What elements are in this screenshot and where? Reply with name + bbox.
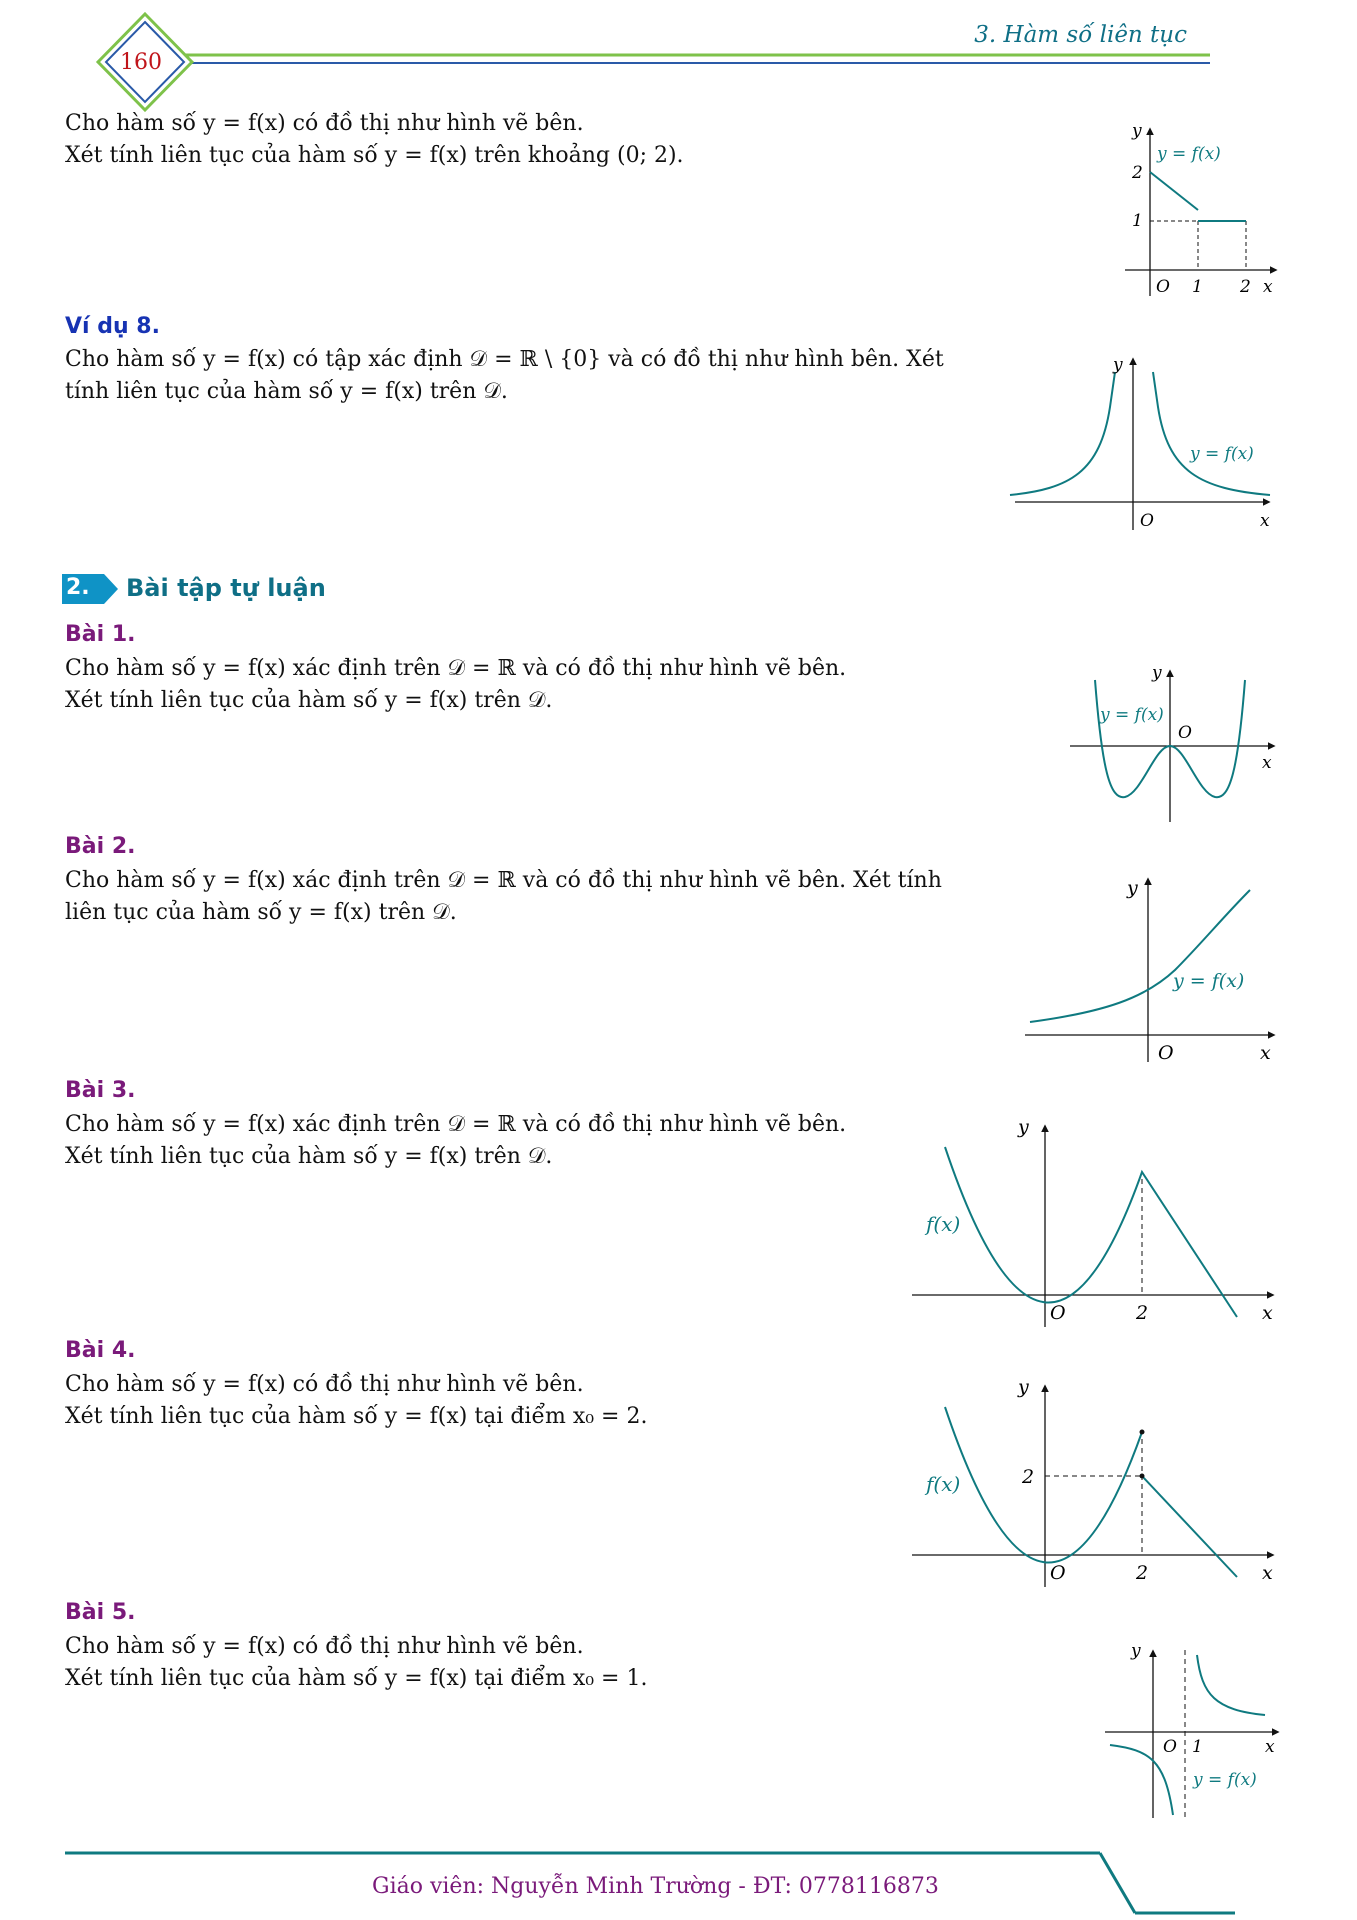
exercise-2-graph-svg	[1025, 870, 1280, 1065]
curve-label: y = f(x)	[1100, 705, 1164, 725]
intro-graph	[1110, 118, 1290, 307]
exercise-3-line-1: Cho hàm số y = f(x) xác định trên 𝒟 = ℝ và có đồ thị như hình vẽ bên.	[65, 1112, 847, 1137]
exercise-5-heading: Bài 5.	[65, 1600, 136, 1625]
exercise-4-heading: Bài 4.	[65, 1338, 136, 1363]
exercise-3-graph-svg	[910, 1115, 1280, 1330]
y-axis-label: y	[1132, 121, 1142, 141]
section-number: 2.	[66, 575, 90, 600]
y-axis-label: y	[1152, 663, 1162, 683]
exercise-2-graph	[1025, 870, 1280, 1069]
x-axis-label: x	[1263, 277, 1273, 297]
exercise-3-line-2: Xét tính liên tục của hàm số y = f(x) trên 𝒟.	[65, 1144, 553, 1169]
x-axis-label: x	[1262, 753, 1272, 773]
exercise-2-line-2: liên tục của hàm số y = f(x) trên 𝒟.	[65, 900, 457, 925]
tick-y-2: 2	[1022, 1466, 1035, 1488]
intro-line-1: Cho hàm số y = f(x) có đồ thị như hình vẽ bên.	[65, 111, 584, 136]
x-axis-label: x	[1262, 1562, 1273, 1584]
x-axis-label: x	[1262, 1302, 1273, 1324]
footer-teacher-info: Giáo viên: Nguyễn Minh Trường - ĐT: 0778116873	[372, 1874, 939, 1899]
exercise-4-line-2: Xét tính liên tục của hàm số y = f(x) tại điểm x₀ = 2.	[65, 1404, 648, 1429]
graph-left-branch	[1010, 372, 1115, 495]
curve-label: y = f(x)	[1173, 970, 1245, 992]
tick-x-1: 1	[1192, 277, 1203, 297]
example-8-line-1: Cho hàm số y = f(x) có tập xác định 𝒟 = ℝ \ {0} và có đồ thị như hình bên. Xét	[65, 347, 944, 372]
x-axis-label: x	[1260, 1042, 1271, 1064]
y-axis-label: y	[1113, 355, 1123, 375]
exercise-2-line-1: Cho hàm số y = f(x) xác định trên 𝒟 = ℝ và có đồ thị như hình vẽ bên. Xét tính	[65, 868, 942, 893]
x-axis-label: x	[1260, 511, 1270, 531]
exercise-2-heading: Bài 2.	[65, 834, 136, 859]
exercise-5-line-1: Cho hàm số y = f(x) có đồ thị như hình vẽ bên.	[65, 1634, 584, 1659]
graph-segment-1	[1150, 172, 1198, 210]
origin-label: O	[1050, 1302, 1066, 1324]
curve-label: f(x)	[926, 1472, 961, 1496]
graph-curve	[945, 1147, 1237, 1317]
example-8-graph	[1010, 352, 1280, 546]
curve-label: y = f(x)	[1190, 444, 1254, 464]
chapter-section-title: 3. Hàm số liên tục	[974, 22, 1187, 48]
graph-right-branch	[1197, 1655, 1265, 1715]
curve-label: f(x)	[926, 1212, 961, 1236]
exercise-1-heading: Bài 1.	[65, 622, 136, 647]
point-top	[1140, 1430, 1145, 1435]
exercise-1-graph-svg	[1070, 660, 1280, 825]
graph-left-piece	[945, 1407, 1142, 1563]
curve-label: y = f(x)	[1157, 144, 1221, 164]
tick-x-2: 2	[1136, 1562, 1149, 1584]
tick-x-2: 2	[1136, 1302, 1149, 1324]
intro-line-2: Xét tính liên tục của hàm số y = f(x) trên khoảng (0; 2).	[65, 143, 684, 168]
page-number: 160	[120, 50, 162, 75]
curve-label: y = f(x)	[1193, 1770, 1257, 1790]
graph-right-branch	[1153, 372, 1270, 495]
exercise-4-graph	[910, 1375, 1280, 1594]
exercise-1-graph	[1070, 660, 1280, 829]
exercise-5-graph	[1105, 1640, 1285, 1826]
tick-y-1: 1	[1132, 211, 1143, 231]
exercise-4-line-1: Cho hàm số y = f(x) có đồ thị như hình vẽ bên.	[65, 1372, 584, 1397]
example-8-line-2: tính liên tục của hàm số y = f(x) trên 𝒟.	[65, 379, 508, 404]
y-axis-label: y	[1131, 1641, 1141, 1661]
graph-right-piece	[1142, 1476, 1237, 1577]
exercise-1-line-2: Xét tính liên tục của hàm số y = f(x) trên 𝒟.	[65, 688, 553, 713]
origin-label: O	[1163, 1737, 1177, 1757]
origin-label: O	[1140, 511, 1154, 531]
intro-graph-svg	[1110, 118, 1290, 303]
origin-label: O	[1050, 1562, 1066, 1584]
example-8-graph-svg	[1010, 352, 1280, 542]
exercise-5-line-2: Xét tính liên tục của hàm số y = f(x) tại điểm x₀ = 1.	[65, 1666, 648, 1691]
exercise-5-graph-svg	[1105, 1640, 1285, 1822]
exercise-4-graph-svg	[910, 1375, 1280, 1590]
tick-x-1: 1	[1192, 1737, 1203, 1757]
origin-label: O	[1158, 1042, 1174, 1064]
tick-x-2: 2	[1240, 277, 1251, 297]
y-axis-label: y	[1018, 1116, 1029, 1138]
tick-y-2: 2	[1132, 163, 1143, 183]
origin-label: O	[1178, 723, 1192, 743]
graph-curve	[1030, 890, 1250, 1022]
x-axis-label: x	[1265, 1737, 1275, 1757]
exercise-1-line-1: Cho hàm số y = f(x) xác định trên 𝒟 = ℝ và có đồ thị như hình vẽ bên.	[65, 656, 847, 681]
origin-label: O	[1156, 277, 1170, 297]
point-at-2	[1140, 1474, 1145, 1479]
example-8-heading: Ví dụ 8.	[65, 314, 160, 339]
exercise-3-graph	[910, 1115, 1280, 1334]
y-axis-label: y	[1127, 877, 1138, 899]
exercise-3-heading: Bài 3.	[65, 1078, 136, 1103]
y-axis-label: y	[1018, 1376, 1029, 1398]
section-title: Bài tập tự luận	[126, 574, 326, 602]
